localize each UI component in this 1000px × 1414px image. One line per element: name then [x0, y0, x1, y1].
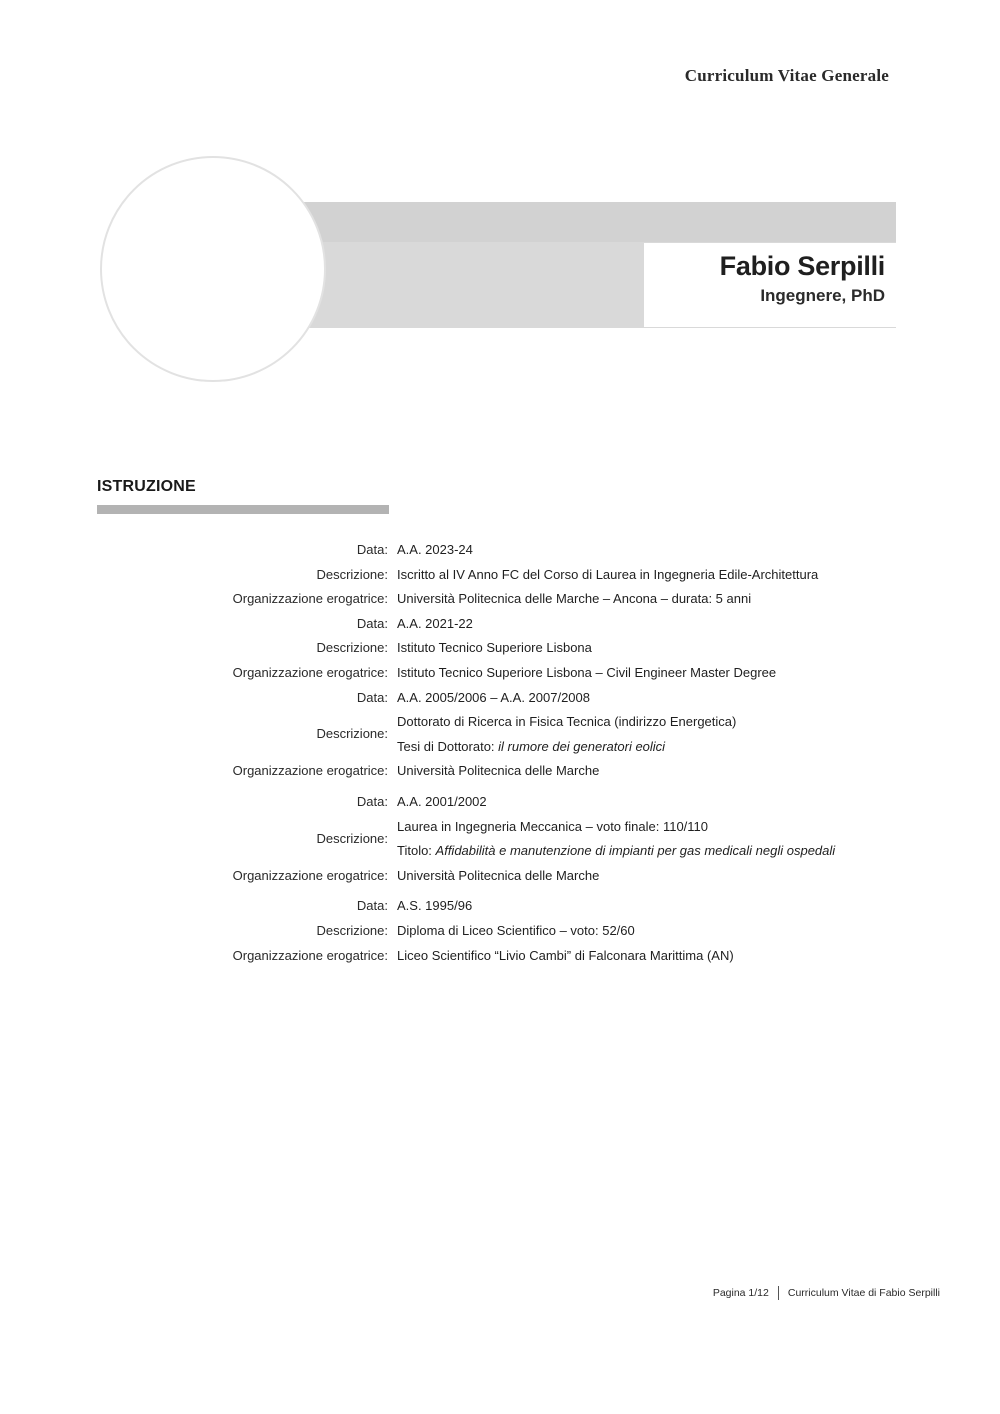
value-data: A.S. 1995/96: [397, 898, 473, 914]
section-rule: [97, 505, 389, 514]
label-organizzazione: Organizzazione erogatrice:: [232, 664, 388, 680]
entry-row-descrizione: [0, 710, 1000, 759]
label-descrizione: Descrizione:: [316, 922, 388, 938]
value-organizzazione: Università Politecnica delle Marche: [397, 763, 600, 779]
value-organizzazione: Università Politecnica delle Marche: [397, 867, 600, 883]
entry-row-organizzazione: [0, 864, 1000, 889]
value-descrizione: [388, 710, 736, 759]
section-heading: ISTRUZIONE: [97, 478, 196, 495]
page-number: Pagina 1/12: [712, 1287, 769, 1299]
entry-row-organizzazione: [0, 661, 1000, 686]
label-organizzazione: Organizzazione erogatrice:: [232, 591, 388, 607]
education-entry: [0, 538, 1000, 612]
entry-row-organizzazione: [0, 587, 1000, 612]
value-data: A.A. 2005/2006 – A.A. 2007/2008: [397, 689, 590, 705]
value-data: A.A. 2001/2002: [397, 793, 487, 809]
value-descrizione: [388, 815, 835, 864]
label-data: Data:: [356, 615, 388, 631]
label-data: Data:: [356, 793, 388, 809]
label-descrizione: Descrizione:: [316, 566, 388, 582]
person-title: Ingegnere, PhD: [760, 286, 885, 305]
descrizione-line-2: [397, 839, 835, 864]
label-descrizione: Descrizione:: [316, 830, 388, 846]
value-descrizione: Diploma di Liceo Scientifico – voto: 52/60: [397, 922, 635, 938]
document-header-title: Curriculum Vitae Generale: [684, 66, 889, 85]
value-descrizione: Iscritto al IV Anno FC del Corso di Laurea in Ingegneria Edile-Architettura: [397, 566, 819, 582]
education-entry: [0, 686, 1000, 784]
thesis-title: il rumore dei generatori eolici: [498, 738, 666, 754]
entry-row-descrizione: [0, 815, 1000, 864]
descrizione-line-2-prefix: Tesi di Dottorato:: [397, 738, 499, 754]
person-name: Fabio Serpilli: [719, 251, 885, 281]
entry-row-descrizione: [0, 563, 1000, 588]
label-data: Data:: [356, 689, 388, 705]
entry-row-descrizione: [0, 919, 1000, 944]
label-organizzazione: Organizzazione erogatrice:: [232, 947, 388, 963]
footer-document-title: Curriculum Vitae di Fabio Serpilli: [787, 1287, 940, 1299]
label-descrizione: Descrizione:: [316, 726, 388, 742]
label-data: Data:: [356, 542, 388, 557]
entry-row-descrizione: [0, 636, 1000, 661]
descrizione-line-2-prefix: Titolo:: [397, 843, 436, 859]
value-descrizione: Istituto Tecnico Superiore Lisbona: [397, 640, 592, 656]
value-data: A.A. 2021-22: [397, 615, 473, 631]
entry-row-data: [0, 538, 1000, 563]
value-data: A.A. 2023-24: [397, 542, 473, 557]
education-entry: [0, 612, 1000, 686]
thesis-title: Affidabilità e manutenzione di impianti per gas medicali negli ospedali: [435, 843, 836, 859]
descrizione-line-2: [397, 735, 736, 760]
education-list: [0, 538, 1000, 974]
descrizione-line-1: Dottorato di Ricerca in Fisica Tecnica (indirizzo Energetica): [397, 714, 737, 730]
descrizione-line-1: Laurea in Ingegneria Meccanica – voto finale: 110/110: [397, 818, 709, 834]
entry-row-organizzazione: [0, 759, 1000, 784]
name-box: [644, 243, 896, 327]
value-organizzazione: Università Politecnica delle Marche – Ancona – durata: 5 anni: [397, 591, 752, 607]
footer-separator: [778, 1286, 779, 1300]
entry-row-organizzazione: [0, 944, 1000, 969]
education-entry: [0, 790, 1000, 888]
value-organizzazione: Istituto Tecnico Superiore Lisbona – Civil Engineer Master Degree: [397, 664, 777, 680]
entry-row-data: [0, 894, 1000, 919]
label-organizzazione: Organizzazione erogatrice:: [232, 763, 388, 779]
entry-row-data: [0, 686, 1000, 711]
photo-placeholder-circle: [100, 156, 326, 382]
entry-row-data: [0, 790, 1000, 815]
label-data: Data:: [356, 898, 388, 914]
label-organizzazione: Organizzazione erogatrice:: [232, 867, 388, 883]
value-organizzazione: Liceo Scientifico “Livio Cambi” di Falconara Marittima (AN): [397, 947, 734, 963]
education-entry: [0, 894, 1000, 968]
page-footer: [713, 1286, 940, 1300]
label-descrizione: Descrizione:: [316, 640, 388, 656]
entry-row-data: [0, 612, 1000, 637]
